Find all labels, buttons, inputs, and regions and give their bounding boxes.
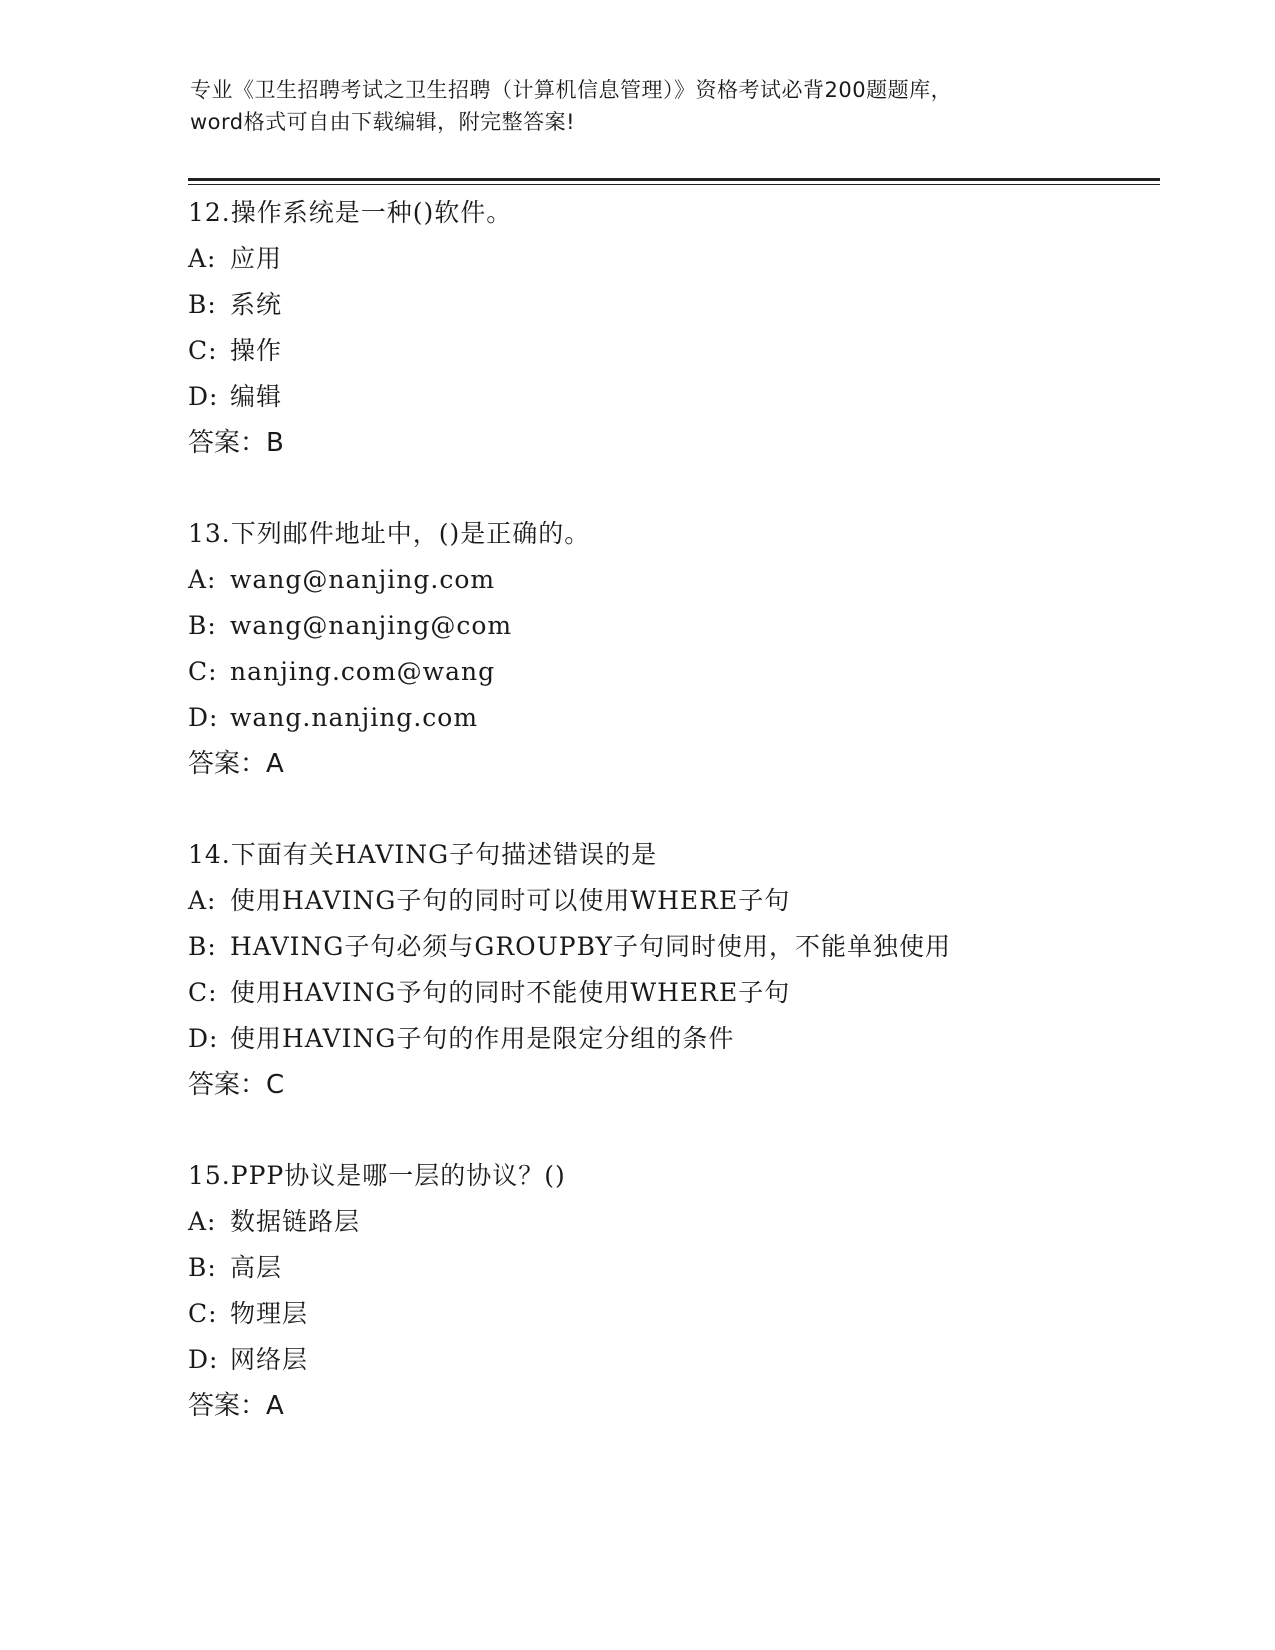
answer-line: 答案：C — [188, 1070, 285, 1100]
option-text: 应用 — [230, 244, 283, 273]
option-d — [188, 695, 1188, 741]
option-text: 使用HAVING子句的作用是限定分组的条件 — [230, 1024, 735, 1053]
option-text: wang@nanjing@com — [230, 611, 513, 640]
option-b — [188, 924, 1188, 970]
option-b — [188, 1245, 1188, 1291]
option-letter: C: — [188, 657, 218, 686]
option-text: wang.nanjing.com — [230, 703, 479, 732]
option-a — [188, 878, 1188, 924]
option-text: HAVING子句必须与GROUPBY子句同时使用，不能单独使用 — [230, 932, 952, 961]
option-a — [188, 1199, 1188, 1245]
option-letter: B: — [188, 290, 217, 319]
option-letter: D: — [188, 1345, 219, 1374]
option-text: 编辑 — [230, 382, 283, 411]
option-letter: B: — [188, 611, 217, 640]
option-letter: A: — [188, 244, 217, 273]
option-letter: B: — [188, 1253, 217, 1282]
option-d — [188, 1016, 1188, 1062]
option-text: nanjing.com@wang — [230, 657, 496, 686]
option-d — [188, 1337, 1188, 1383]
option-letter: C: — [188, 1299, 218, 1328]
question-14 — [188, 832, 1188, 1108]
option-letter: A: — [188, 565, 217, 594]
option-letter: A: — [188, 1207, 217, 1236]
header-line-2: word格式可自由下载编辑，附完整答案! — [190, 110, 576, 134]
option-text: 系统 — [230, 290, 283, 319]
answer-line: 答案：A — [188, 1391, 284, 1421]
header-divider-thin — [188, 184, 1160, 185]
question-15 — [188, 1153, 1188, 1429]
option-b — [188, 282, 1188, 328]
option-text: 数据链路层 — [230, 1207, 361, 1236]
option-c — [188, 649, 1188, 695]
option-text: wang@nanjing.com — [230, 565, 496, 594]
option-c — [188, 1291, 1188, 1337]
option-c — [188, 970, 1188, 1016]
option-letter: A: — [188, 886, 217, 915]
option-letter: B: — [188, 932, 217, 961]
option-letter: D: — [188, 382, 219, 411]
option-text: 物理层 — [230, 1299, 309, 1328]
question-13 — [188, 511, 1188, 787]
question-stem: 15.PPP协议是哪一层的协议？() — [188, 1161, 566, 1190]
option-text: 高层 — [230, 1253, 283, 1282]
option-c — [188, 328, 1188, 374]
option-text: 使用HAVING予句的同时不能使用WHERE子句 — [230, 978, 791, 1007]
option-a — [188, 236, 1188, 282]
option-text: 使用HAVING子句的同时可以使用WHERE子句 — [230, 886, 791, 915]
option-a — [188, 557, 1188, 603]
option-letter: C: — [188, 978, 218, 1007]
option-letter: D: — [188, 703, 219, 732]
option-text: 操作 — [230, 336, 283, 365]
header-divider-thick — [188, 178, 1160, 181]
question-stem: 12.操作系统是一种()软件。 — [188, 198, 513, 227]
option-b — [188, 603, 1188, 649]
answer-line: 答案：A — [188, 749, 284, 779]
option-d — [188, 374, 1188, 420]
header-line-1: 专业《卫生招聘考试之卫生招聘（计算机信息管理）》资格考试必背200题题库， — [190, 78, 953, 102]
question-12 — [188, 190, 1188, 466]
option-letter: C: — [188, 336, 218, 365]
question-stem: 13.下列邮件地址中，()是正确的。 — [188, 519, 591, 548]
answer-line: 答案：B — [188, 428, 284, 458]
option-text: 网络层 — [230, 1345, 309, 1374]
question-stem: 14.下面有关HAVING子句描述错误的是 — [188, 840, 658, 869]
document-header — [190, 74, 1090, 138]
option-letter: D: — [188, 1024, 219, 1053]
